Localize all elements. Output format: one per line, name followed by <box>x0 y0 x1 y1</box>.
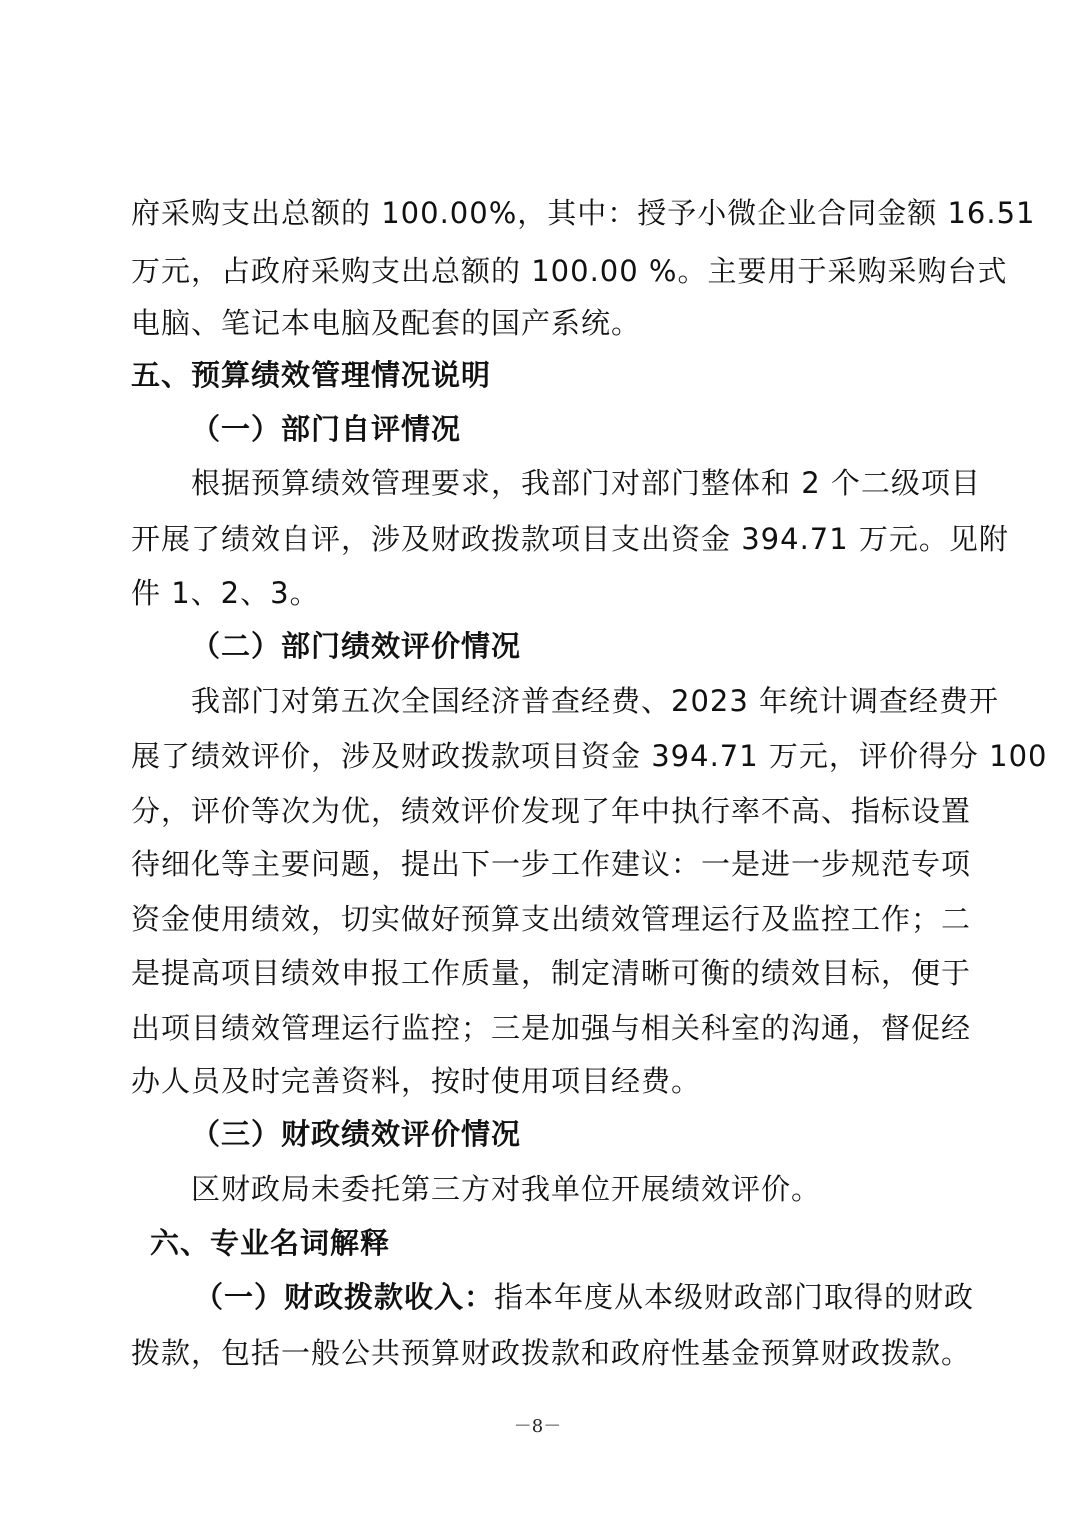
paragraph-line: 我部门对第五次全国经济普查经费、2023 年统计调查经费开 <box>191 684 1000 718</box>
paragraph-line: 分，评价等次为优，绩效评价发现了年中执行率不高、指标设置 <box>131 794 972 828</box>
subsection-heading-1: （一）部门自评情况 <box>191 412 462 446</box>
section-heading-5: 五、预算绩效管理情况说明 <box>131 358 492 392</box>
paragraph-line: 电脑、笔记本电脑及配套的国产系统。 <box>131 306 642 340</box>
term-definition-text: 指本年度从本级财政部门取得的财政 <box>494 1280 975 1314</box>
paragraph-line: 府采购支出总额的 100.00%，其中：授予小微企业合同金额 16.51 <box>131 196 1036 230</box>
term-definition-line <box>194 1268 975 1326</box>
section-heading-6: 六、专业名词解释 <box>150 1226 391 1260</box>
paragraph-line: 办人员及时完善资料，按时使用项目经费。 <box>131 1064 702 1098</box>
paragraph-line: 展了绩效评价，涉及财政拨款项目资金 394.71 万元，评价得分 100 <box>131 739 1048 773</box>
paragraph-line: 根据预算绩效管理要求，我部门对部门整体和 2 个二级项目 <box>191 466 981 500</box>
term-label: （一）财政拨款收入： <box>194 1280 495 1314</box>
paragraph-line: 待细化等主要问题，提出下一步工作建议：一是进一步规范专项 <box>131 847 972 881</box>
paragraph-line: 开展了绩效自评，涉及财政拨款项目支出资金 394.71 万元。见附 <box>131 522 1009 556</box>
paragraph-line: 万元，占政府采购支出总额的 100.00 %。主要用于采购采购台式 <box>131 254 1008 288</box>
paragraph-line: 资金使用绩效，切实做好预算支出绩效管理运行及监控工作；二 <box>131 902 972 936</box>
subsection-heading-3: （三）财政绩效评价情况 <box>191 1117 522 1151</box>
paragraph-line: 件 1、2、3。 <box>131 576 320 610</box>
subsection-heading-2: （二）部门绩效评价情况 <box>191 629 522 663</box>
page-number: －8－ <box>513 1416 562 1437</box>
term-definition-line: 拨款，包括一般公共预算财政拨款和政府性基金预算财政拨款。 <box>131 1336 972 1370</box>
paragraph-line: 区财政局未委托第三方对我单位开展绩效评价。 <box>191 1172 822 1206</box>
paragraph-line: 是提高项目绩效申报工作质量，制定清晰可衡的绩效目标，便于 <box>131 956 972 990</box>
paragraph-line: 出项目绩效管理运行监控；三是加强与相关科室的沟通，督促经 <box>131 1011 972 1045</box>
